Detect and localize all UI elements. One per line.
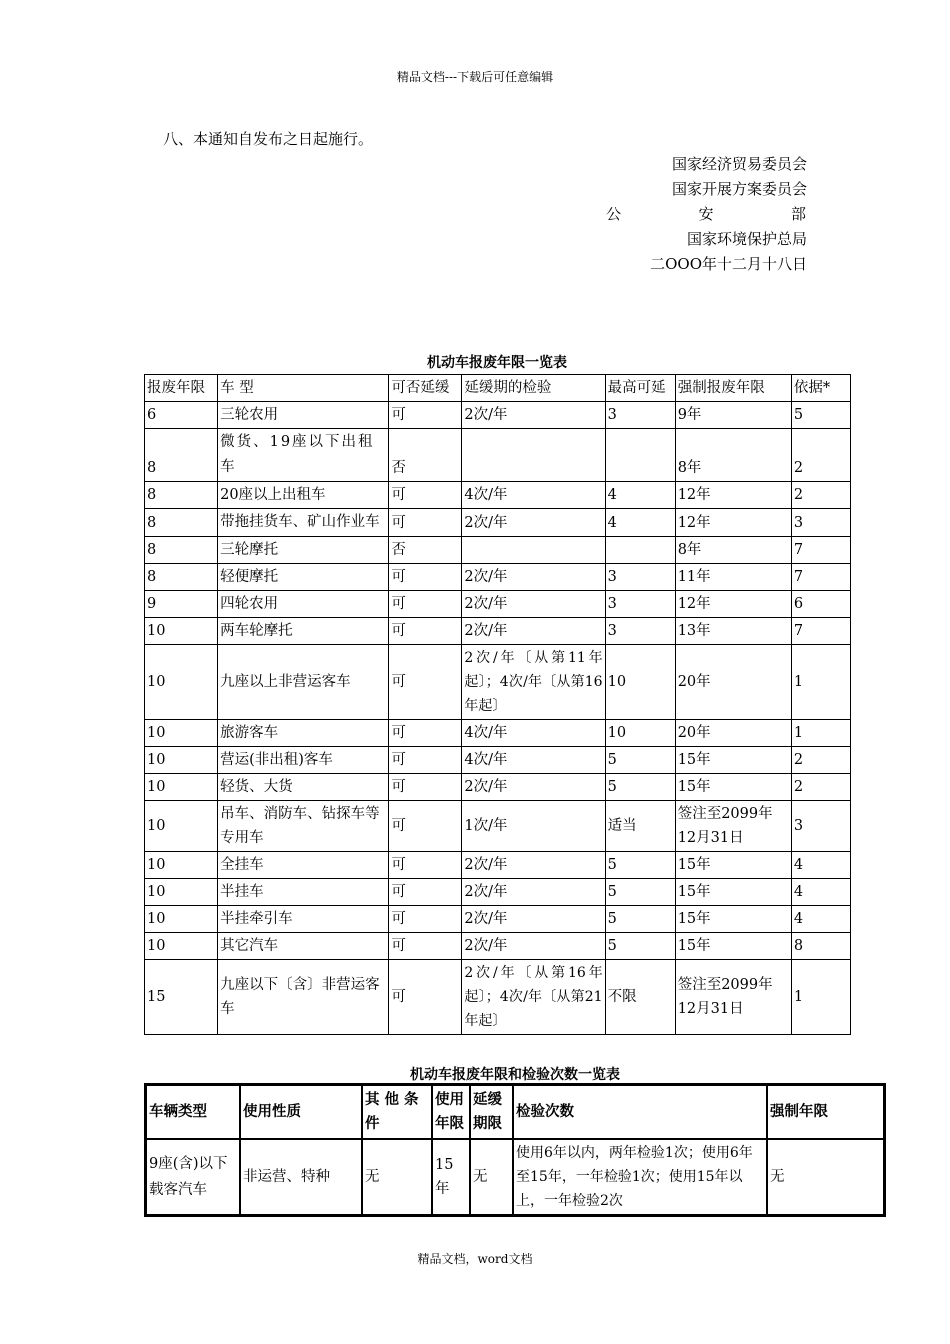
table-cell: 2次/年 bbox=[462, 591, 605, 618]
table-cell: 5 bbox=[605, 933, 675, 960]
table-cell: 可 bbox=[389, 564, 462, 591]
table-cell: 可 bbox=[389, 801, 462, 852]
table-cell: 3 bbox=[791, 801, 850, 852]
table-cell: 11年 bbox=[675, 564, 791, 591]
table-cell: 轻便摩托 bbox=[218, 564, 389, 591]
table-cell: 半挂车 bbox=[218, 879, 389, 906]
table-cell: 九座以下〔含〕非营运客车 bbox=[218, 960, 389, 1035]
table-cell: 10 bbox=[145, 645, 218, 720]
table-cell: 15年 bbox=[675, 906, 791, 933]
table-cell: 2次/年 bbox=[462, 618, 605, 645]
table-cell bbox=[605, 429, 675, 482]
table-cell: 15年 bbox=[675, 747, 791, 774]
table-cell: 10 bbox=[145, 801, 218, 852]
table-row bbox=[145, 801, 851, 852]
table-cell: 可 bbox=[389, 720, 462, 747]
table-header-row bbox=[145, 375, 851, 402]
table-cell: 2次/年〔从第11年起〕；4次/年〔从第16年起〕 bbox=[462, 645, 605, 720]
table-row bbox=[145, 747, 851, 774]
header-cell: 检验次数 bbox=[513, 1085, 767, 1139]
table-cell: 5 bbox=[791, 402, 850, 429]
signature-date: 二OOO年十二月十八日 bbox=[650, 255, 807, 273]
table-cell: 7 bbox=[791, 618, 850, 645]
header-cell: 依据* bbox=[791, 375, 850, 402]
table-row bbox=[145, 509, 851, 537]
table-cell: 10 bbox=[145, 618, 218, 645]
table-cell: 使用6年以内，两年检验1次；使用6年至15年，一年检验1次；使用15年以上，一年检验2次 bbox=[513, 1139, 767, 1215]
table-cell: 可 bbox=[389, 747, 462, 774]
table-cell: 3 bbox=[605, 564, 675, 591]
table-cell: 12年 bbox=[675, 482, 791, 509]
table-cell: 20年 bbox=[675, 720, 791, 747]
table-cell: 4 bbox=[791, 879, 850, 906]
table-cell bbox=[462, 537, 605, 564]
table-cell: 带拖挂货车、矿山作业车 bbox=[218, 509, 389, 537]
table-cell: 可 bbox=[389, 618, 462, 645]
table-row bbox=[145, 774, 851, 801]
table-cell: 微货、19座以下出租车 bbox=[218, 429, 389, 482]
table-cell: 12年 bbox=[675, 509, 791, 537]
table-row bbox=[145, 879, 851, 906]
table-cell: 2 bbox=[791, 774, 850, 801]
table-cell: 5 bbox=[605, 774, 675, 801]
table-cell: 2 bbox=[791, 482, 850, 509]
header-cell: 强制报废年限 bbox=[675, 375, 791, 402]
table-cell: 半挂牵引车 bbox=[218, 906, 389, 933]
table-row bbox=[145, 852, 851, 879]
table-cell bbox=[462, 429, 605, 482]
table-cell: 4 bbox=[791, 906, 850, 933]
header-cell: 使用年限 bbox=[432, 1085, 470, 1139]
table-cell: 10 bbox=[605, 645, 675, 720]
signature-ministry-char: 部 bbox=[790, 205, 806, 223]
table-cell: 8 bbox=[145, 429, 218, 482]
table-cell: 5 bbox=[605, 906, 675, 933]
table-cell: 2 bbox=[791, 429, 850, 482]
table-cell: 2次/年 bbox=[462, 852, 605, 879]
table-cell: 2次/年 bbox=[462, 906, 605, 933]
header-cell: 最高可延 bbox=[605, 375, 675, 402]
table-cell: 9 bbox=[145, 591, 218, 618]
table-cell: 8 bbox=[145, 509, 218, 537]
table-cell: 8 bbox=[145, 537, 218, 564]
table-cell: 2次/年 bbox=[462, 774, 605, 801]
table-cell: 适当 bbox=[605, 801, 675, 852]
table-cell: 4 bbox=[605, 482, 675, 509]
table-cell: 可 bbox=[389, 645, 462, 720]
table-cell: 签注至2099年12月31日 bbox=[675, 960, 791, 1035]
header-cell: 其他条件 bbox=[362, 1085, 432, 1139]
table-cell: 10 bbox=[145, 774, 218, 801]
table-cell: 非运营、特种 bbox=[240, 1139, 362, 1215]
table-cell: 可 bbox=[389, 879, 462, 906]
table-cell: 签注至2099年12月31日 bbox=[675, 801, 791, 852]
table-row bbox=[146, 1139, 884, 1215]
table-cell: 三轮农用 bbox=[218, 402, 389, 429]
table-cell: 旅游客车 bbox=[218, 720, 389, 747]
table-cell: 15年 bbox=[675, 852, 791, 879]
table-cell: 四轮农用 bbox=[218, 591, 389, 618]
table-row bbox=[145, 720, 851, 747]
table-cell: 20年 bbox=[675, 645, 791, 720]
scrap-years-table bbox=[144, 374, 851, 1035]
table-row bbox=[145, 933, 851, 960]
table-row bbox=[145, 537, 851, 564]
table-row bbox=[145, 906, 851, 933]
table-cell: 1 bbox=[791, 720, 850, 747]
table-cell: 4次/年 bbox=[462, 747, 605, 774]
table-cell: 12年 bbox=[675, 591, 791, 618]
table-cell: 10 bbox=[605, 720, 675, 747]
table-cell: 1次/年 bbox=[462, 801, 605, 852]
notice-text: 八、本通知自发布之日起施行。 bbox=[163, 130, 374, 148]
table-row bbox=[145, 402, 851, 429]
table-cell: 可 bbox=[389, 591, 462, 618]
signature-line-1: 国家经济贸易委员会 bbox=[671, 155, 807, 173]
table-cell bbox=[605, 537, 675, 564]
inspection-table bbox=[144, 1083, 886, 1217]
table-cell: 9座(含)以下载客汽车 bbox=[146, 1139, 240, 1215]
table-cell: 3 bbox=[605, 402, 675, 429]
header-cell: 车辆类型 bbox=[146, 1085, 240, 1139]
table-cell: 2次/年 bbox=[462, 933, 605, 960]
signature-line-2: 国家开展方案委员会 bbox=[671, 180, 807, 198]
table-cell: 4 bbox=[605, 509, 675, 537]
table-cell: 8 bbox=[145, 564, 218, 591]
table-cell: 营运(非出租)客车 bbox=[218, 747, 389, 774]
table-row bbox=[145, 591, 851, 618]
header-cell: 使用性质 bbox=[240, 1085, 362, 1139]
table-cell: 全挂车 bbox=[218, 852, 389, 879]
table-cell: 5 bbox=[605, 747, 675, 774]
signature-ministry bbox=[606, 203, 806, 224]
table-cell: 否 bbox=[389, 429, 462, 482]
header-cell: 延缓期限 bbox=[470, 1085, 513, 1139]
table-cell: 2次/年 bbox=[462, 564, 605, 591]
table-cell: 三轮摩托 bbox=[218, 537, 389, 564]
table-cell: 可 bbox=[389, 482, 462, 509]
table-cell: 无 bbox=[767, 1139, 884, 1215]
signature-ministry-char: 公 bbox=[606, 205, 622, 223]
table-cell: 8年 bbox=[675, 429, 791, 482]
table-cell: 10 bbox=[145, 852, 218, 879]
table-cell: 2次/年 bbox=[462, 402, 605, 429]
table-cell: 4次/年 bbox=[462, 482, 605, 509]
table-cell: 2次/年〔从第16年起〕；4次/年〔从第21年起〕 bbox=[462, 960, 605, 1035]
table-cell: 9年 bbox=[675, 402, 791, 429]
table-cell: 无 bbox=[362, 1139, 432, 1215]
table-cell: 两车轮摩托 bbox=[218, 618, 389, 645]
header-cell: 车 型 bbox=[218, 375, 389, 402]
table-cell: 可 bbox=[389, 933, 462, 960]
table-cell: 4 bbox=[791, 852, 850, 879]
table-cell: 15年 bbox=[675, 879, 791, 906]
table-cell: 否 bbox=[389, 537, 462, 564]
table-cell: 其它汽车 bbox=[218, 933, 389, 960]
table-cell: 可 bbox=[389, 960, 462, 1035]
table-cell: 1 bbox=[791, 645, 850, 720]
table-cell: 15年 bbox=[675, 774, 791, 801]
table-row bbox=[145, 429, 851, 482]
table-row bbox=[145, 564, 851, 591]
table-header-row bbox=[146, 1085, 884, 1139]
table-cell: 10 bbox=[145, 720, 218, 747]
header-cell: 报废年限 bbox=[145, 375, 218, 402]
table-cell: 可 bbox=[389, 906, 462, 933]
table-cell: 无 bbox=[470, 1139, 513, 1215]
table-row bbox=[145, 960, 851, 1035]
table-cell: 8 bbox=[791, 933, 850, 960]
table2-title: 机动车报废年限和检验次数一览表 bbox=[410, 1067, 620, 1083]
header-cell: 可否延缓 bbox=[389, 375, 462, 402]
table-cell: 轻货、大货 bbox=[218, 774, 389, 801]
table-cell: 2次/年 bbox=[462, 509, 605, 537]
table-cell: 3 bbox=[605, 618, 675, 645]
table-cell: 1 bbox=[791, 960, 850, 1035]
table-cell: 15年 bbox=[675, 933, 791, 960]
table-cell: 2 bbox=[791, 747, 850, 774]
table-cell: 可 bbox=[389, 774, 462, 801]
table-cell: 20座以上出租车 bbox=[218, 482, 389, 509]
table-cell: 3 bbox=[791, 509, 850, 537]
table-row bbox=[145, 618, 851, 645]
signature-line-4: 国家环境保护总局 bbox=[686, 230, 807, 248]
table-cell: 3 bbox=[605, 591, 675, 618]
table-cell: 8年 bbox=[675, 537, 791, 564]
page-footer: 精品文档，word文档 bbox=[417, 1252, 533, 1266]
table-cell: 可 bbox=[389, 852, 462, 879]
table-cell: 13年 bbox=[675, 618, 791, 645]
table-cell: 7 bbox=[791, 537, 850, 564]
table-cell: 5 bbox=[605, 852, 675, 879]
table-cell: 10 bbox=[145, 747, 218, 774]
table-cell: 5 bbox=[605, 879, 675, 906]
signature-ministry-char: 安 bbox=[698, 205, 714, 223]
table-cell: 2次/年 bbox=[462, 879, 605, 906]
page-header: 精品文档---下载后可任意编辑 bbox=[396, 70, 554, 84]
table-cell: 10 bbox=[145, 933, 218, 960]
table-cell: 不限 bbox=[605, 960, 675, 1035]
table-cell: 15 bbox=[145, 960, 218, 1035]
header-cell: 强制年限 bbox=[767, 1085, 884, 1139]
table-cell: 10 bbox=[145, 906, 218, 933]
table-row bbox=[145, 482, 851, 509]
table-cell: 4次/年 bbox=[462, 720, 605, 747]
table-cell: 7 bbox=[791, 564, 850, 591]
table-cell: 10 bbox=[145, 879, 218, 906]
table-cell: 6 bbox=[791, 591, 850, 618]
table1-title: 机动车报废年限一览表 bbox=[427, 355, 567, 371]
table-cell: 九座以上非营运客车 bbox=[218, 645, 389, 720]
table-cell: 可 bbox=[389, 402, 462, 429]
table-cell: 可 bbox=[389, 509, 462, 537]
header-cell: 延缓期的检验 bbox=[462, 375, 605, 402]
table-cell: 6 bbox=[145, 402, 218, 429]
table-cell: 吊车、消防车、钻探车等专用车 bbox=[218, 801, 389, 852]
table-cell: 8 bbox=[145, 482, 218, 509]
table-cell: 15年 bbox=[432, 1139, 470, 1215]
table-row bbox=[145, 645, 851, 720]
